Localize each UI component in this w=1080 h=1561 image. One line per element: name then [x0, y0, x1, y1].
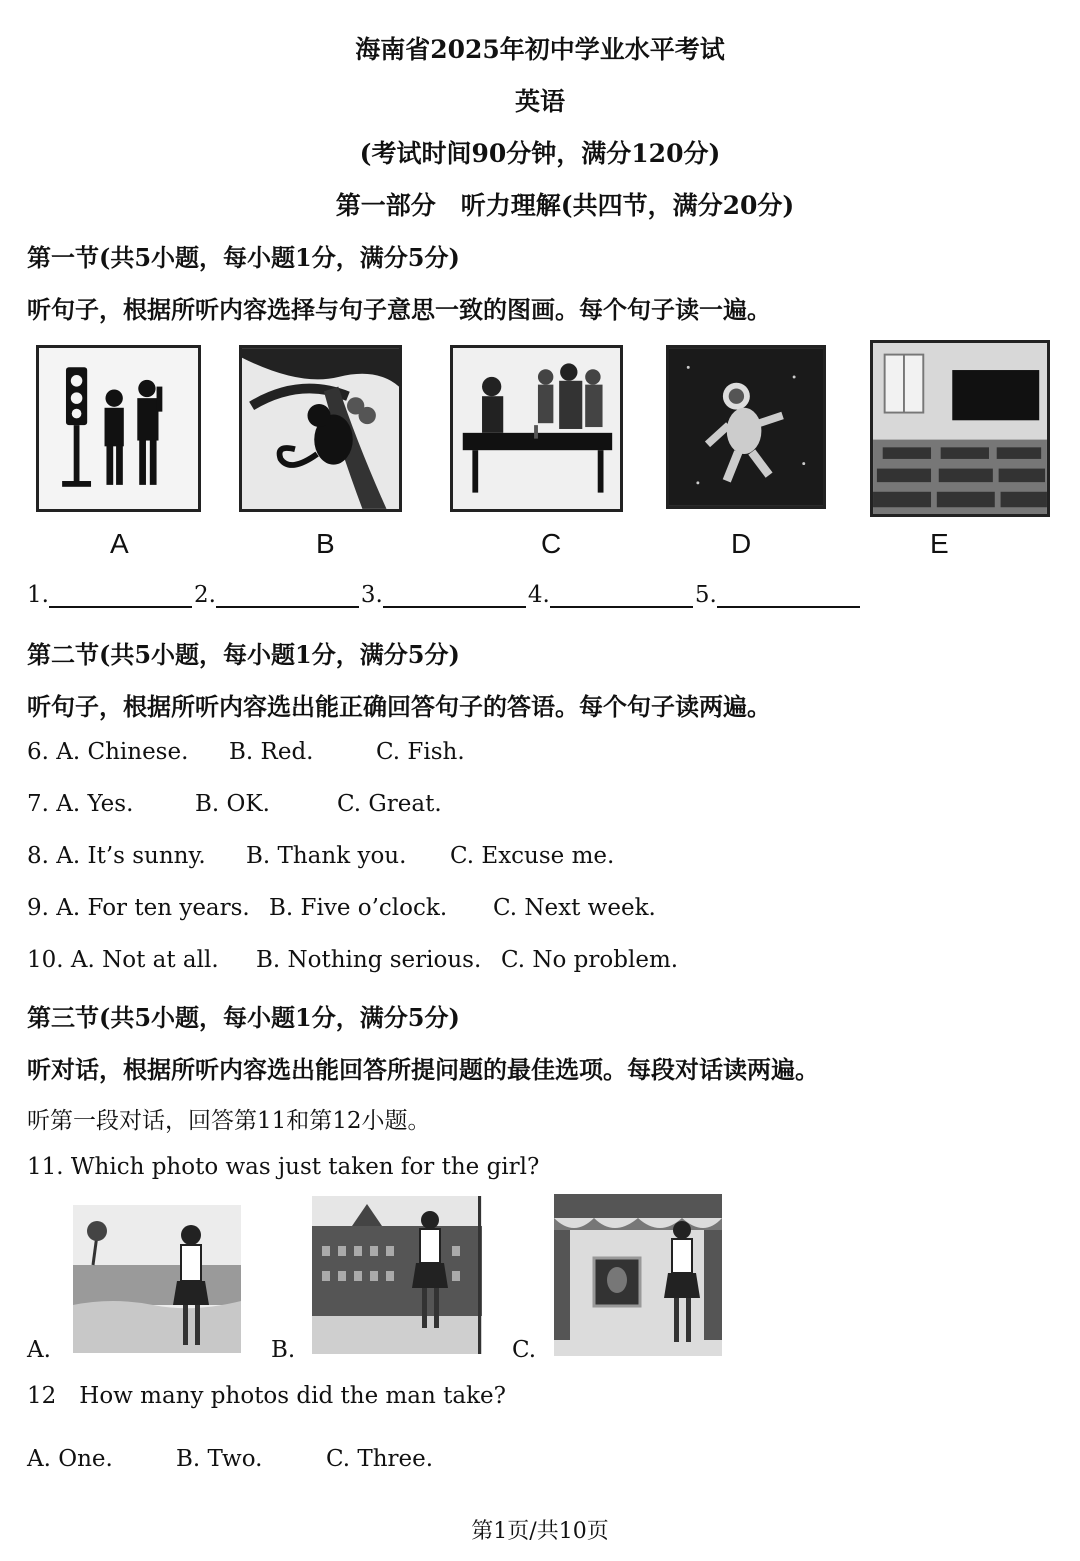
monkey-palm-tree-icon — [242, 348, 399, 509]
section2-instruction: 听句子，根据所听内容选出能正确回答句子的答语。每个句子读两遍。 — [27, 692, 771, 721]
photo-a — [73, 1205, 241, 1353]
section3-instruction: 听对话，根据所听内容选出能回答所提问题的最佳选项。每段对话读两遍。 — [27, 1055, 819, 1084]
option-a: 9. A. For ten years. — [27, 895, 250, 921]
question-8 — [27, 843, 614, 869]
picture-e — [870, 340, 1050, 517]
answer-blank-3[interactable] — [383, 582, 526, 608]
picture-d — [666, 345, 826, 509]
picture-label-d: D — [731, 528, 752, 559]
question-12: 12 How many photos did the man take? — [27, 1383, 506, 1409]
option-b: B. OK. — [195, 791, 270, 817]
option-b: B. Two. — [176, 1446, 263, 1472]
option-c: C. Excuse me. — [450, 843, 615, 869]
option-b: B. Red. — [229, 739, 314, 765]
blank-label: 3. — [360, 582, 383, 608]
page-number: 第1页/共10页 — [471, 1519, 609, 1544]
option-b: B. Thank you. — [246, 843, 407, 869]
option-a: 8. A. It’s sunny. — [27, 843, 206, 869]
picture-c — [450, 345, 623, 512]
answer-blanks — [27, 582, 862, 608]
section1-heading: 第一节(共5小题，每小题1分，满分5分) — [27, 243, 460, 272]
answer-blank-4[interactable] — [550, 582, 693, 608]
girl-museum-photo-icon — [554, 1194, 722, 1356]
answer-blank-5[interactable] — [717, 582, 860, 608]
question-6 — [27, 739, 465, 765]
answer-blank-2[interactable] — [216, 582, 359, 608]
option-c: C. Fish. — [376, 739, 465, 765]
subject-title: 英语 — [514, 87, 565, 116]
question-12-options — [27, 1446, 433, 1472]
option-c: C. Next week. — [493, 895, 656, 921]
photo-label-c: C. — [512, 1337, 537, 1363]
question-11: 11. Which photo was just taken for the girl? — [27, 1154, 540, 1180]
blank-label: 2. — [193, 582, 216, 608]
girl-building-photo-icon — [312, 1196, 482, 1354]
option-c: C. No problem. — [501, 947, 679, 973]
dialogue1-instruction: 听第一段对话，回答第11和第12小题。 — [27, 1108, 431, 1134]
option-a: 7. A. Yes. — [27, 791, 134, 817]
option-a: A. One. — [27, 1446, 113, 1472]
exam-title: 海南省2025年初中学业水平考试 — [355, 35, 725, 64]
section3-heading: 第三节(共5小题，每小题1分，满分5分) — [27, 1003, 460, 1032]
part-title: 第一部分 听力理解(共四节，满分20分) — [335, 191, 795, 220]
option-c: C. Three. — [326, 1446, 434, 1472]
girl-beach-photo-icon — [73, 1205, 241, 1353]
section1-instruction: 听句子，根据所听内容选择与句子意思一致的图画。每个句子读一遍。 — [27, 295, 771, 324]
photo-c — [554, 1194, 722, 1356]
option-a: 10. A. Not at all. — [27, 947, 219, 973]
photo-b — [312, 1196, 482, 1354]
question-10 — [27, 947, 678, 973]
picture-label-b: B — [316, 528, 335, 559]
table-tennis-icon — [453, 348, 620, 509]
classroom-icon — [873, 343, 1047, 514]
option-b: B. Five o’clock. — [269, 895, 448, 921]
blank-label: 4. — [527, 582, 550, 608]
photo-label-b: B. — [271, 1337, 296, 1363]
picture-b — [239, 345, 402, 512]
option-c: C. Great. — [337, 791, 442, 817]
blank-label: 5. — [694, 582, 717, 608]
question-9 — [27, 895, 656, 921]
question-7 — [27, 791, 442, 817]
picture-label-c: C — [541, 528, 562, 559]
answer-blank-1[interactable] — [49, 582, 192, 608]
picture-label-a: A — [110, 528, 129, 559]
picture-label-e: E — [930, 528, 949, 559]
blank-label: 1. — [27, 582, 49, 608]
photo-label-a: A. — [27, 1337, 51, 1363]
picture-a — [36, 345, 201, 512]
exam-info: (考试时间90分钟，满分120分) — [359, 139, 721, 168]
section2-heading: 第二节(共5小题，每小题1分，满分5分) — [27, 640, 460, 669]
traffic-light-police-icon — [39, 348, 198, 509]
astronaut-icon — [669, 348, 823, 506]
option-a: 6. A. Chinese. — [27, 739, 189, 765]
option-b: B. Nothing serious. — [256, 947, 482, 973]
